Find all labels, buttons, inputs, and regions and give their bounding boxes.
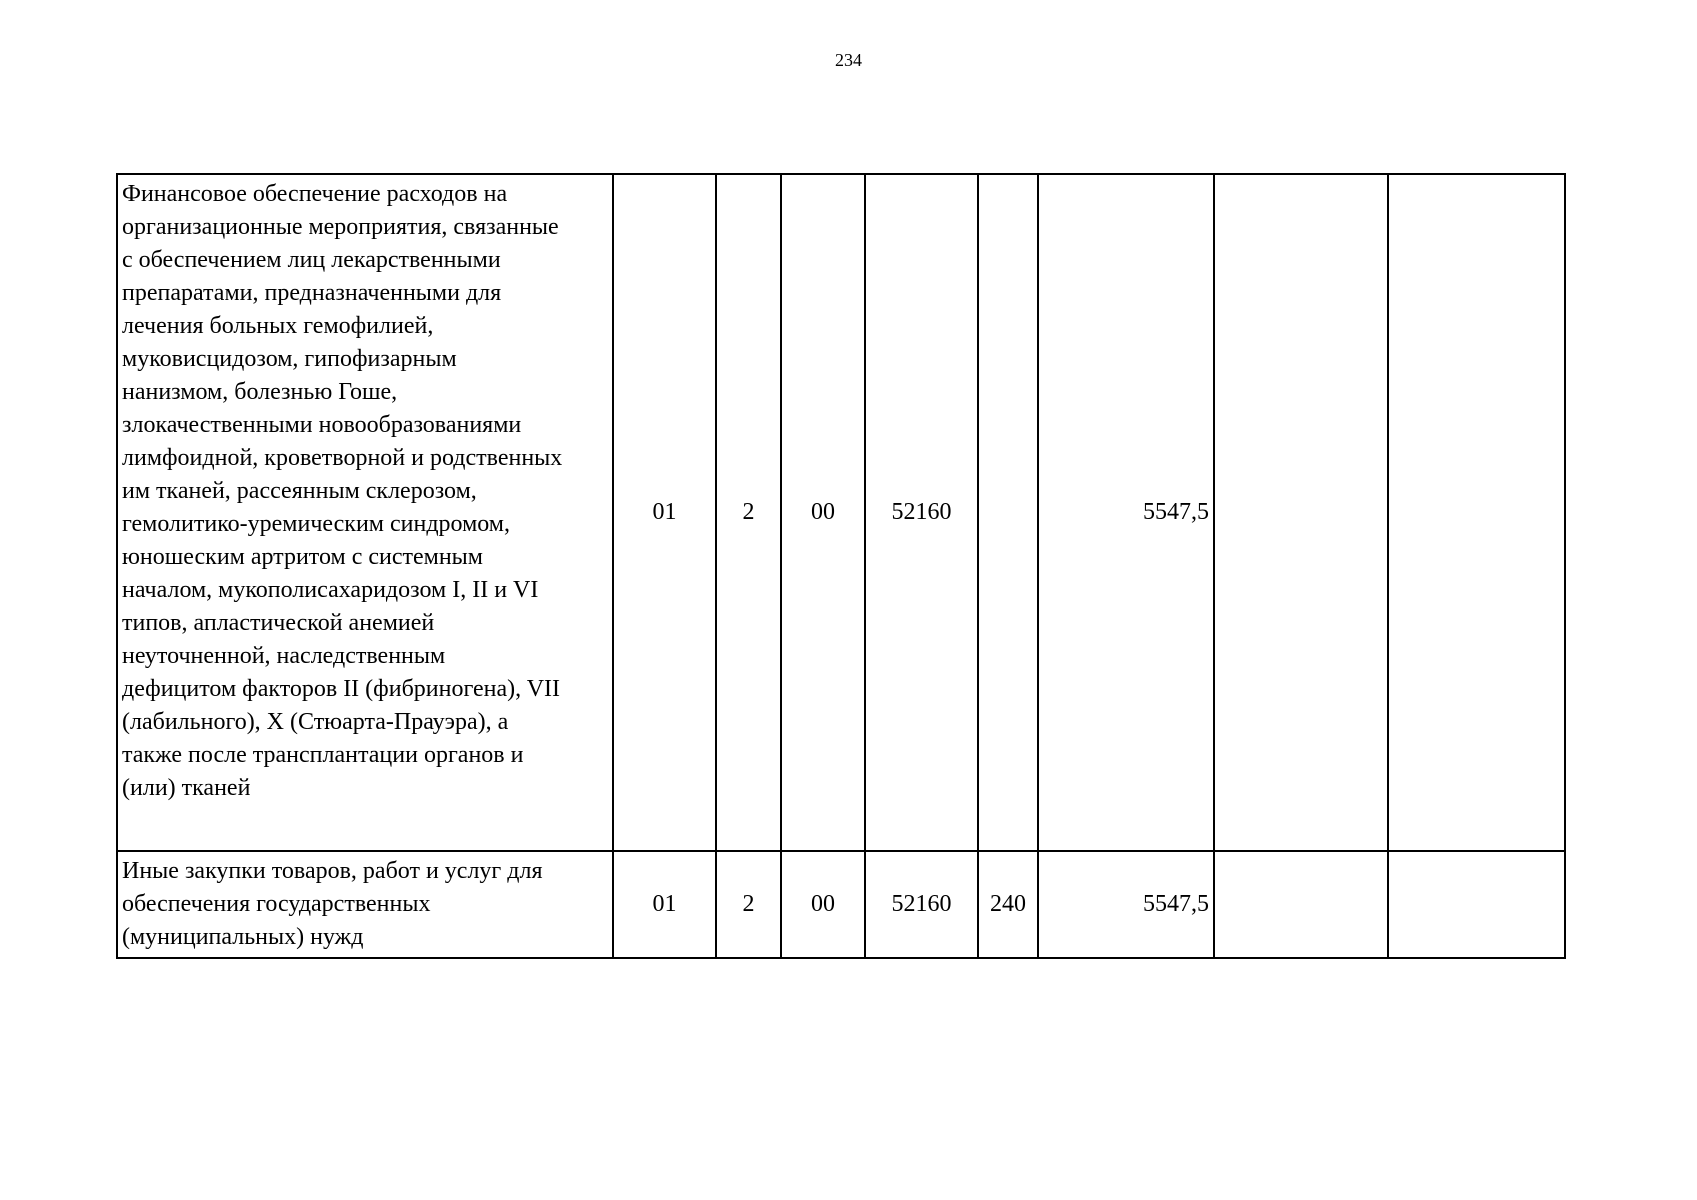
amount-cell: 5547,5 (1038, 174, 1214, 851)
amount-cell: 5547,5 (1038, 851, 1214, 958)
page-number: 234 (835, 50, 862, 70)
empty-cell (1214, 851, 1388, 958)
code-cell: 01 (613, 174, 716, 851)
description-cell: Финансовое обеспечение расходов на организационные мероприятия, связанные с обеспечением лиц лекарственными препаратами, предназначенными для лечения больных гемофилией, муковисцидозом, гипофизарным нанизмом, болезнью Гоше, злокачественными новообразованиями лимфоидной, кроветворной и родственных им тканей, рассеянным склерозом, гемолитико-уремическим синдромом, юношеским артритом с системным началом, мукополисахаридозом I, II и VI типов, апластической анемией неуточненной, наследственным дефицитом факторов II (фибриногена), VII (лабильного), X (Стюарта-Прауэра), а также после трансплантации органов и (или) тканей (117, 174, 613, 851)
code-cell: 00 (781, 174, 865, 851)
table-row (117, 174, 1565, 851)
code-cell: 52160 (865, 174, 978, 851)
code-cell: 01 (613, 851, 716, 958)
budget-table (116, 173, 1566, 959)
empty-cell (1388, 174, 1565, 851)
table-row (117, 851, 1565, 958)
code-cell (978, 174, 1038, 851)
empty-cell (1388, 851, 1565, 958)
code-cell: 2 (716, 174, 781, 851)
code-cell: 2 (716, 851, 781, 958)
description-cell: Иные закупки товаров, работ и услуг для обеспечения государственных (муниципальных) нужд (117, 851, 613, 958)
empty-cell (1214, 174, 1388, 851)
code-cell: 52160 (865, 851, 978, 958)
code-cell: 00 (781, 851, 865, 958)
code-cell: 240 (978, 851, 1038, 958)
